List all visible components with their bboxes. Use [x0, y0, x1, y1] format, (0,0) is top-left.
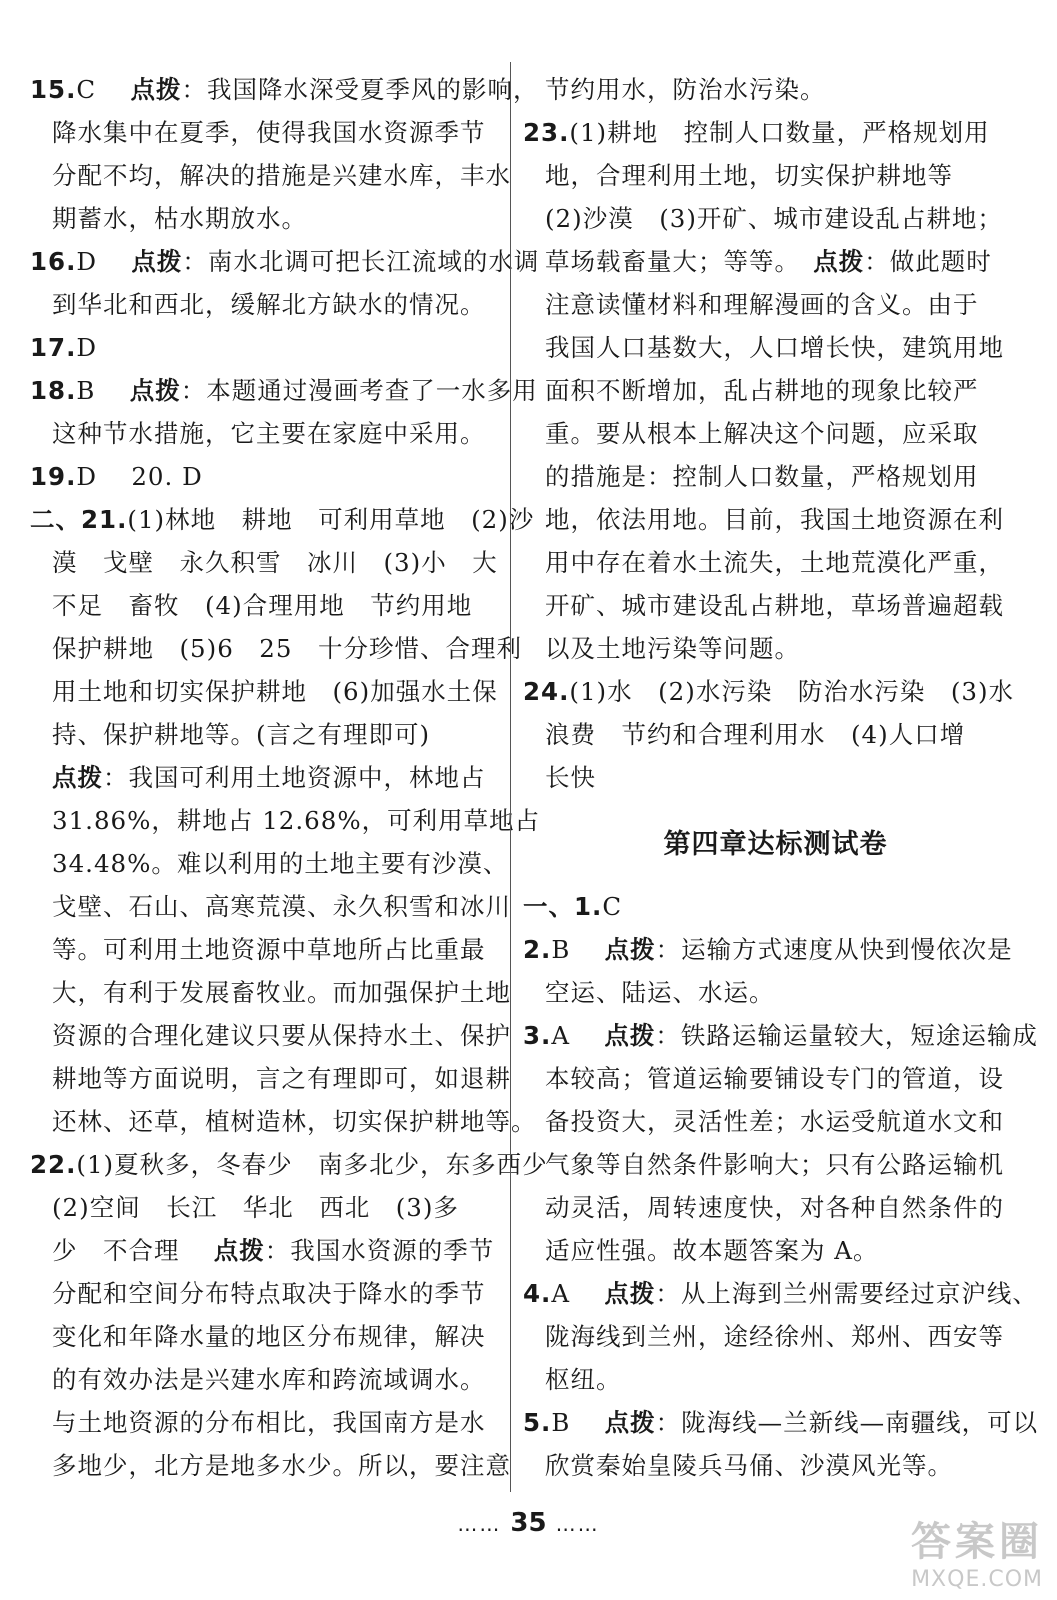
- answer-line: [30, 1186, 500, 1229]
- answer-line: [30, 1014, 511, 1057]
- answer-line: [523, 627, 1028, 670]
- hint-label: 点拨: [604, 1408, 656, 1437]
- answer-line: [523, 197, 1028, 240]
- question-number: 4.: [523, 1279, 552, 1308]
- answer-text: 适应性强。故本题答案为 A。: [545, 1236, 879, 1265]
- answer-line: [30, 498, 535, 541]
- answer-text: 开矿、城市建设乱占耕地，草场普遍超载: [545, 591, 1004, 620]
- answer-line: [30, 584, 500, 627]
- answer-text: 节约用水，防治水污染。: [545, 75, 826, 104]
- chapter4-answers: [523, 885, 1039, 1487]
- answers-continued: [523, 68, 1028, 799]
- answer-text: 变化和年降水量的地区分布规律，解决: [52, 1322, 486, 1351]
- answer-text: 长快: [545, 763, 596, 792]
- answer-text: 点拨：我国可利用土地资源中，林地占: [52, 763, 486, 792]
- hint-label: 点拨: [130, 75, 182, 104]
- question-number: 22.: [30, 1150, 77, 1179]
- answer-line: [523, 1143, 1028, 1186]
- question-number: 17.: [30, 333, 77, 362]
- answer-line: [30, 885, 511, 928]
- answer-line: [523, 1100, 1028, 1143]
- answer-text: 等。可利用土地资源中草地所占比重最: [52, 935, 486, 964]
- answer-text: A 点拨：从上海到兰州需要经过京沪线、: [551, 1279, 1038, 1308]
- question-number: 15.: [30, 75, 77, 104]
- question-number: 一、1.: [523, 892, 603, 921]
- answer-text: 动灵活，周转速度快，对各种自然条件的: [545, 1193, 1004, 1222]
- answer-line: [30, 283, 500, 326]
- answer-text: 期蓄水，枯水期放水。: [52, 204, 307, 233]
- answer-text: D 20. D: [76, 462, 203, 491]
- answer-line: [523, 1014, 1038, 1057]
- answer-text: 多地少，北方是地多水少。所以，要注意: [52, 1451, 511, 1480]
- answer-text: 与土地资源的分布相比，我国南方是水: [52, 1408, 486, 1437]
- answer-text: 我国人口基数大，人口增长快，建筑用地: [545, 333, 1004, 362]
- question-number: 18.: [30, 376, 77, 405]
- answer-line: [523, 928, 1028, 971]
- answer-text: D: [76, 333, 98, 362]
- answer-line: [30, 1100, 537, 1143]
- answer-text: 34.48%。难以利用的土地主要有沙漠、: [52, 849, 509, 878]
- answer-line: [523, 326, 1028, 369]
- right-column: [523, 68, 1039, 1487]
- answer-line: [523, 1358, 1028, 1401]
- answer-line: [30, 68, 539, 111]
- answer-line: [523, 971, 1028, 1014]
- hint-label: 点拨: [604, 1021, 656, 1050]
- answer-text: B 点拨：陇海线—兰新线—南疆线，可以: [551, 1408, 1039, 1437]
- answer-line: [523, 584, 1028, 627]
- answer-text: 的有效办法是兴建水库和跨流域调水。: [52, 1365, 486, 1394]
- question-number: 23.: [523, 118, 570, 147]
- answer-line: [30, 756, 500, 799]
- answer-line: [30, 928, 500, 971]
- answer-line: [523, 713, 1028, 756]
- answer-text: 陇海线到兰州，途经徐州、郑州、西安等: [545, 1322, 1004, 1351]
- answer-line: [30, 326, 500, 369]
- answer-line: [30, 1272, 500, 1315]
- answer-text: 备投资大，灵活性差；水运受航道水文和: [545, 1107, 1004, 1136]
- answer-line: [30, 369, 538, 412]
- answer-text: (2)空间 长江 华北 西北 (3)多: [52, 1193, 459, 1222]
- answer-line: [30, 1358, 500, 1401]
- answer-text: 少 不合理 点拨：我国水资源的季节: [52, 1236, 495, 1265]
- answer-line: [523, 111, 1028, 154]
- answer-text: (1)林地 耕地 可利用草地 (2)沙: [127, 505, 535, 534]
- answer-line: [30, 1143, 548, 1186]
- answer-line: [30, 1315, 500, 1358]
- answer-text: (1)水 (2)水污染 防治水污染 (3)水: [569, 677, 1015, 706]
- answer-line: [523, 1229, 1028, 1272]
- answer-text: (1)耕地 控制人口数量，严格规划用: [569, 118, 990, 147]
- answer-line: [30, 971, 511, 1014]
- answer-text: (1)夏秋多，冬春少 南多北少，东多西少: [76, 1150, 548, 1179]
- answer-text: 面积不断增加，乱占耕地的现象比较严: [545, 376, 979, 405]
- watermark-url: MXQE.COM: [911, 1567, 1043, 1592]
- question-number: 2.: [523, 935, 552, 964]
- answer-line: [523, 498, 1028, 541]
- answer-text: 持、保护耕地等。(言之有理即可): [52, 720, 431, 749]
- answer-line: [523, 885, 1028, 928]
- answer-line: [30, 1057, 511, 1100]
- answer-line: [30, 799, 541, 842]
- answer-line: [30, 670, 500, 713]
- page-number: 35: [510, 1508, 547, 1538]
- column-divider: [510, 62, 511, 1492]
- answer-text: 草场载畜量大；等等。 点拨：做此题时: [545, 247, 992, 276]
- answer-text: 分配和空间分布特点取决于降水的季节: [52, 1279, 486, 1308]
- answer-text: 保护耕地 (5)6 25 十分珍惜、合理利: [52, 634, 522, 663]
- answer-text: 地，依法用地。目前，我国土地资源在利: [545, 505, 1004, 534]
- answer-text: 的措施是：控制人口数量，严格规划用: [545, 462, 979, 491]
- answer-text: C 点拨：我国降水深受夏季风的影响，: [76, 75, 539, 104]
- answer-text: 注意读懂材料和理解漫画的含义。由于: [545, 290, 979, 319]
- answer-line: [523, 283, 1028, 326]
- answer-text: 空运、陆运、水运。: [545, 978, 775, 1007]
- answer-line: [30, 842, 509, 885]
- answer-line: [523, 412, 1028, 455]
- answer-line: [523, 1057, 1028, 1100]
- answer-line: [30, 1444, 511, 1487]
- answer-text: 这种节水措施，它主要在家庭中采用。: [52, 419, 486, 448]
- answer-text: 枢纽。: [545, 1365, 622, 1394]
- answer-line: [523, 240, 1028, 283]
- answer-line: [523, 670, 1028, 713]
- answer-text: 气象等自然条件影响大；只有公路运输机: [545, 1150, 1004, 1179]
- answer-line: [30, 1401, 500, 1444]
- answer-line: [30, 240, 540, 283]
- answer-line: [30, 627, 522, 670]
- question-number: 19.: [30, 462, 77, 491]
- answer-line: [30, 412, 500, 455]
- answer-text: 大，有利于发展畜牧业。而加强保护土地: [52, 978, 511, 1007]
- hint-label: 点拨: [813, 247, 865, 276]
- answer-line: [523, 541, 1028, 584]
- answer-line: [523, 455, 1028, 498]
- answer-line: [523, 1444, 1028, 1487]
- answer-line: [523, 1315, 1028, 1358]
- answer-text: 用中存在着水土流失，土地荒漠化严重，: [545, 548, 1004, 577]
- question-number: 16.: [30, 247, 77, 276]
- answer-line: [523, 154, 1028, 197]
- answer-text: 用土地和切实保护耕地 (6)加强水土保: [52, 677, 498, 706]
- hint-label: 点拨: [604, 1279, 656, 1308]
- answer-text: 分配不均，解决的措施是兴建水库，丰水: [52, 161, 511, 190]
- answer-text: 到华北和西北，缓解北方缺水的情况。: [52, 290, 486, 319]
- answer-text: 以及土地污染等问题。: [545, 634, 800, 663]
- footer-dots-right: ……: [555, 1512, 600, 1536]
- answer-text: (2)沙漠 (3)开矿、城市建设乱占耕地；: [545, 204, 1003, 233]
- watermark-title: 答案圈: [911, 1519, 1043, 1565]
- answer-line: [523, 756, 1028, 799]
- chapter-heading: 第四章达标测试卷: [663, 829, 888, 860]
- answer-text: A 点拨：铁路运输运量较大，短途运输成: [551, 1021, 1038, 1050]
- answer-text: B 点拨：运输方式速度从快到慢依次是: [551, 935, 1013, 964]
- question-number: 3.: [523, 1021, 552, 1050]
- hint-label: 点拨: [129, 376, 181, 405]
- answer-line: [30, 1229, 500, 1272]
- answer-text: 31.86%，耕地占 12.68%，可利用草地占: [52, 806, 541, 835]
- watermark-logo: [843, 1510, 1043, 1590]
- question-number: 二、21.: [30, 505, 128, 534]
- answer-text: 耕地等方面说明，言之有理即可，如退耕: [52, 1064, 511, 1093]
- answer-text: 戈壁、石山、高寒荒漠、永久积雪和冰川: [52, 892, 511, 921]
- answer-line: [30, 154, 511, 197]
- answer-line: [30, 111, 500, 154]
- answer-line: [523, 1401, 1039, 1444]
- answer-line: [30, 455, 500, 498]
- answer-text: 重。要从根本上解决这个问题，应采取: [545, 419, 979, 448]
- answer-line: [30, 713, 500, 756]
- answer-text: 欣赏秦始皇陵兵马俑、沙漠风光等。: [545, 1451, 953, 1480]
- answer-line: [30, 197, 500, 240]
- answer-text: 资源的合理化建议只要从保持水土、保护: [52, 1021, 511, 1050]
- hint-label: 点拨: [131, 247, 183, 276]
- answer-line: [523, 1272, 1038, 1315]
- answer-text: 浪费 节约和合理利用水 (4)人口增: [545, 720, 966, 749]
- answer-text: 不足 畜牧 (4)合理用地 节约用地: [52, 591, 473, 620]
- answer-line: [523, 369, 1028, 412]
- footer-dots-left: ……: [457, 1512, 502, 1536]
- answer-text: 地，合理利用土地，切实保护耕地等: [545, 161, 953, 190]
- answer-line: [30, 541, 500, 584]
- answer-text: 本较高；管道运输要铺设专门的管道，设: [545, 1064, 1004, 1093]
- hint-label: 点拨: [213, 1236, 265, 1265]
- answer-text: 降水集中在夏季，使得我国水资源季节: [52, 118, 486, 147]
- answer-text: B 点拨：本题通过漫画考查了一水多用: [76, 376, 538, 405]
- question-number: 24.: [523, 677, 570, 706]
- answer-line: [523, 1186, 1028, 1229]
- question-number: 5.: [523, 1408, 552, 1437]
- hint-label: 点拨: [604, 935, 656, 964]
- answer-text: 漠 戈壁 永久积雪 冰川 (3)小 大: [52, 548, 498, 577]
- hint-label: 点拨: [52, 763, 103, 792]
- answer-text: 还林、还草，植树造林，切实保护耕地等。: [52, 1107, 537, 1136]
- answer-text: C: [602, 892, 623, 921]
- answer-line: [523, 68, 1028, 111]
- answer-text: D 点拨：南水北调可把长江流域的水调: [76, 247, 540, 276]
